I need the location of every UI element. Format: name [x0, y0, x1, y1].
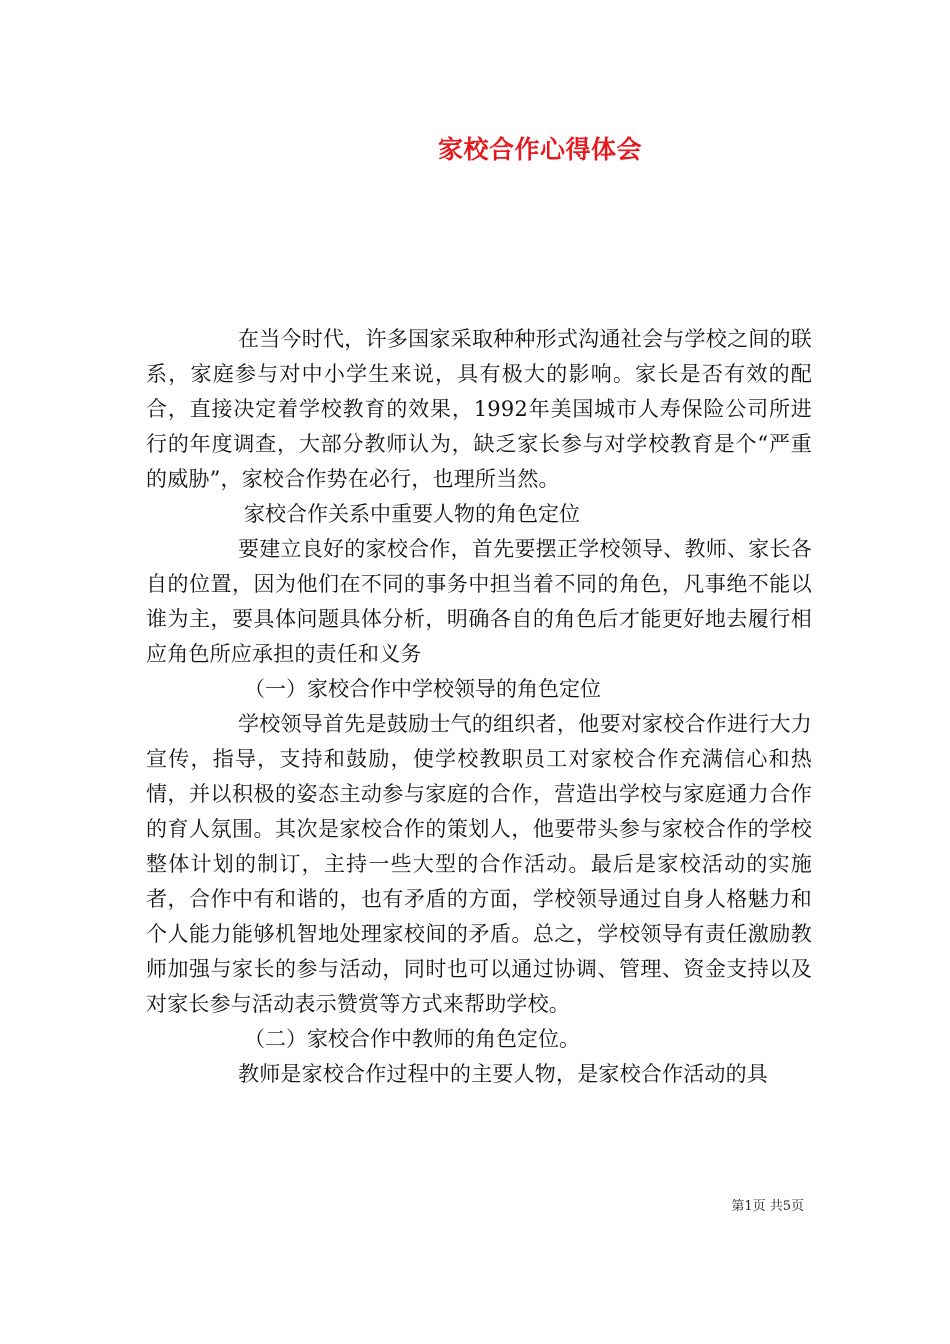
- document-title: 家校合作心得体会: [437, 135, 642, 164]
- page-number-footer: 第1页 共5页: [731, 1199, 804, 1214]
- paragraph-roles: 要建立良好的家校合作，首先要摆正学校领导、教师、家长各自的位置，因为他们在不同的事务中担当着不同的角色，凡事绝不能以谁为主，要具体问题具体分析，明确各自的角色后才能更好地去履行相应角色所应承担的责任和义务: [146, 537, 812, 666]
- subheading-leaders: （一）家校合作中学校领导的角色定位: [244, 677, 601, 701]
- paragraph-leaders: 学校领导首先是鼓励士气的组织者，他要对家校合作进行大力宣传，指导，支持和鼓励，使学校教职员工对家校合作充满信心和热情，并以积极的姿态主动参与家庭的合作，营造出学校与家庭通力合作的育人氛围。其次是家校合作的策划人，他要带头参与家校合作的学校整体计划的制订，主持一些大型的合作活动。最后是家校活动的实施者，合作中有和谐的，也有矛盾的方面，学校领导通过自身人格魅力和个人能力能够机智地处理家校间的矛盾。总之，学校领导有责任激励教师加强与家长的参与活动，同时也可以通过协调、管理、资金支持以及对家长参与活动表示赞赏等方式来帮助学校。: [146, 712, 812, 1016]
- section-heading-roles: 家校合作关系中重要人物的角色定位: [244, 502, 580, 526]
- subheading-teachers: （二）家校合作中教师的角色定位。: [244, 1027, 580, 1051]
- document-body: [146, 322, 812, 1092]
- paragraph-intro: 在当今时代，许多国家采取种种形式沟通社会与学校之间的联系，家庭参与对中小学生来说，具有极大的影响。家长是否有效的配合，直接决定着学校教育的效果，1992年美国城市人寿保险公司所进行的年度调查，大部分教师认为，缺乏家长参与对学校教育是个“严重的威胁”，家校合作势在必行，也理所当然。: [146, 327, 812, 491]
- paragraph-teachers: 教师是家校合作过程中的主要人物，是家校合作活动的具: [238, 1062, 768, 1086]
